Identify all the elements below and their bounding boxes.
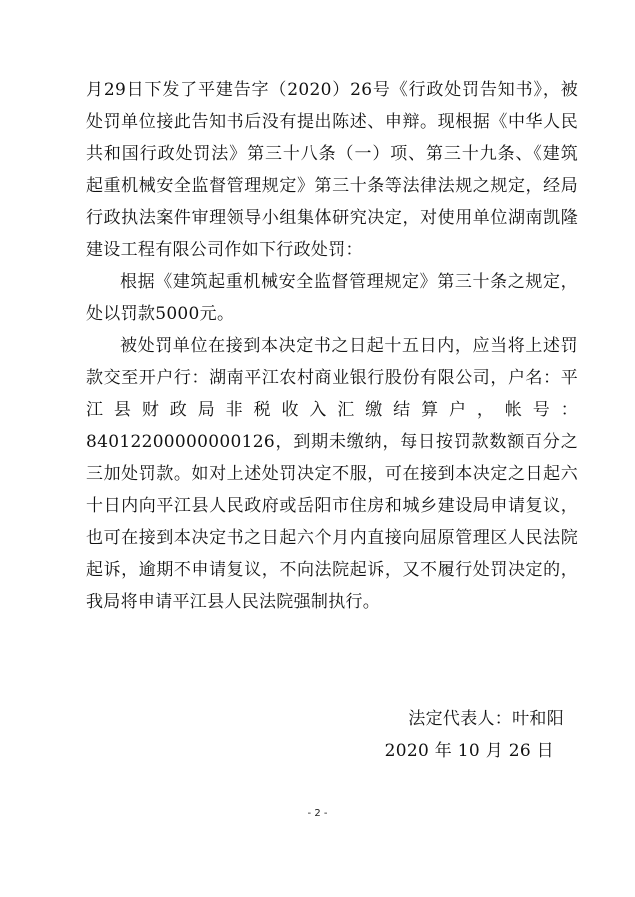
paragraph-payment-and-appeal: 被处罚单位在接到本决定书之日起十五日内，应当将上述罚款交至开户行：湖南平江农村商业银行股份有限公司，户名：平江县财政局非税收入汇缴结算户，帐号：84012200000000126，到期未缴纳，每日按罚款数额百分之三加处罚款。如对上述处罚决定不服，可在接到本决定之日起六十日内向平江县人民政府或岳阳市住房和城乡建设局申请复议，也可在接到本决定书之日起六个月内直接向屈原管理区人民法院起诉，逾期不申请复议，不向法院起诉，又不履行处罚决定的，我局将申请平江县人民法院强制执行。 <box>86 336 578 612</box>
legal-representative: 法定代表人：叶和阳 <box>408 709 564 729</box>
paragraph-continuation: 月29日下发了平建告字（2020）26号《行政处罚告知书》，被处罚单位接此告知书后没有提出陈述、申辩。现根据《中华人民共和国行政处罚法》第三十八条（一）项、第三十九条、《建筑起重机械安全监督管理规定》第三十条等法律法规之规定，经局行政执法案件审理领导小组集体研究决定，对使用单位湖南凯隆建设工程有限公司作如下行政处罚： <box>86 80 578 260</box>
signature-date: 2020 年 10 月 26 日 <box>384 741 554 761</box>
paragraph-penalty: 根据《建筑起重机械安全监督管理规定》第三十条之规定，处以罚款5000元。 <box>86 272 578 324</box>
page-number: - 2 - <box>307 808 328 819</box>
document-body <box>86 74 578 618</box>
